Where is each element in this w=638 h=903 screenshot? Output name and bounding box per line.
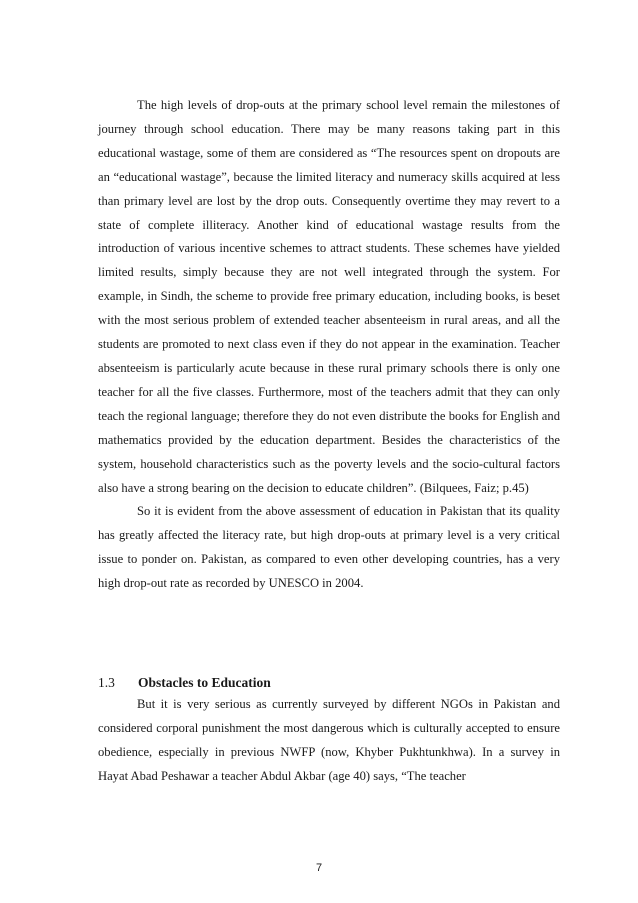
paragraph: But it is very serious as currently surveyed by different NGOs in Pakistan and considered corporal punishment the most dangerous which is culturally accepted to ensure obedience, especially in previous NWFP (now, Khyber Pukhtunkhwa). In a survey in Hayat Abad Peshawar a teacher Abdul Akbar (age 40) says, “The teacher	[98, 697, 560, 783]
section-number: 1.3	[98, 675, 115, 690]
section-body-text	[98, 693, 560, 789]
section-title: Obstacles to Education	[138, 675, 271, 690]
paragraph: The high levels of drop-outs at the primary school level remain the milestones of journey through school education. There may be many reasons taking part in this educational wastage, some of them are considered as “The resources spent on dropouts are an “educational wastage”, because the limited literacy and numeracy skills acquired at less than primary level are lost by the drop outs. Consequently overtime they may revert to a state of complete illiteracy. Another kind of educational wastage results from the introduction of various incentive schemes to attract students. These schemes have yielded limited results, simply because they are not well integrated through the system. For example, in Sindh, the scheme to provide free primary education, including books, is beset with the most serious problem of extended teacher absenteeism in rural areas, and all the students are promoted to next class even if they do not appear in the examination. Teacher absenteeism is particularly acute because in these rural primary schools there is only one teacher for all the five classes. Furthermore, most of the teachers admit that they can only teach the regional language; therefore they do not even distribute the books for English and mathematics provided by the education department. Besides the characteristics of the system, household characteristics such as the poverty levels and the socio-cultural factors also have a strong bearing on the decision to educate children”. (Bilquees, Faiz; p.45)	[98, 98, 560, 495]
section-heading	[98, 671, 560, 695]
body-text	[98, 94, 560, 596]
page-number: 7	[315, 862, 323, 874]
paragraph: So it is evident from the above assessment of education in Pakistan that its quality has greatly affected the literacy rate, but high drop-outs at primary level is a very critical issue to ponder on. Pakistan, as compared to even other developing countries, has a very high drop-out rate as recorded by UNESCO in 2004.	[98, 504, 560, 591]
